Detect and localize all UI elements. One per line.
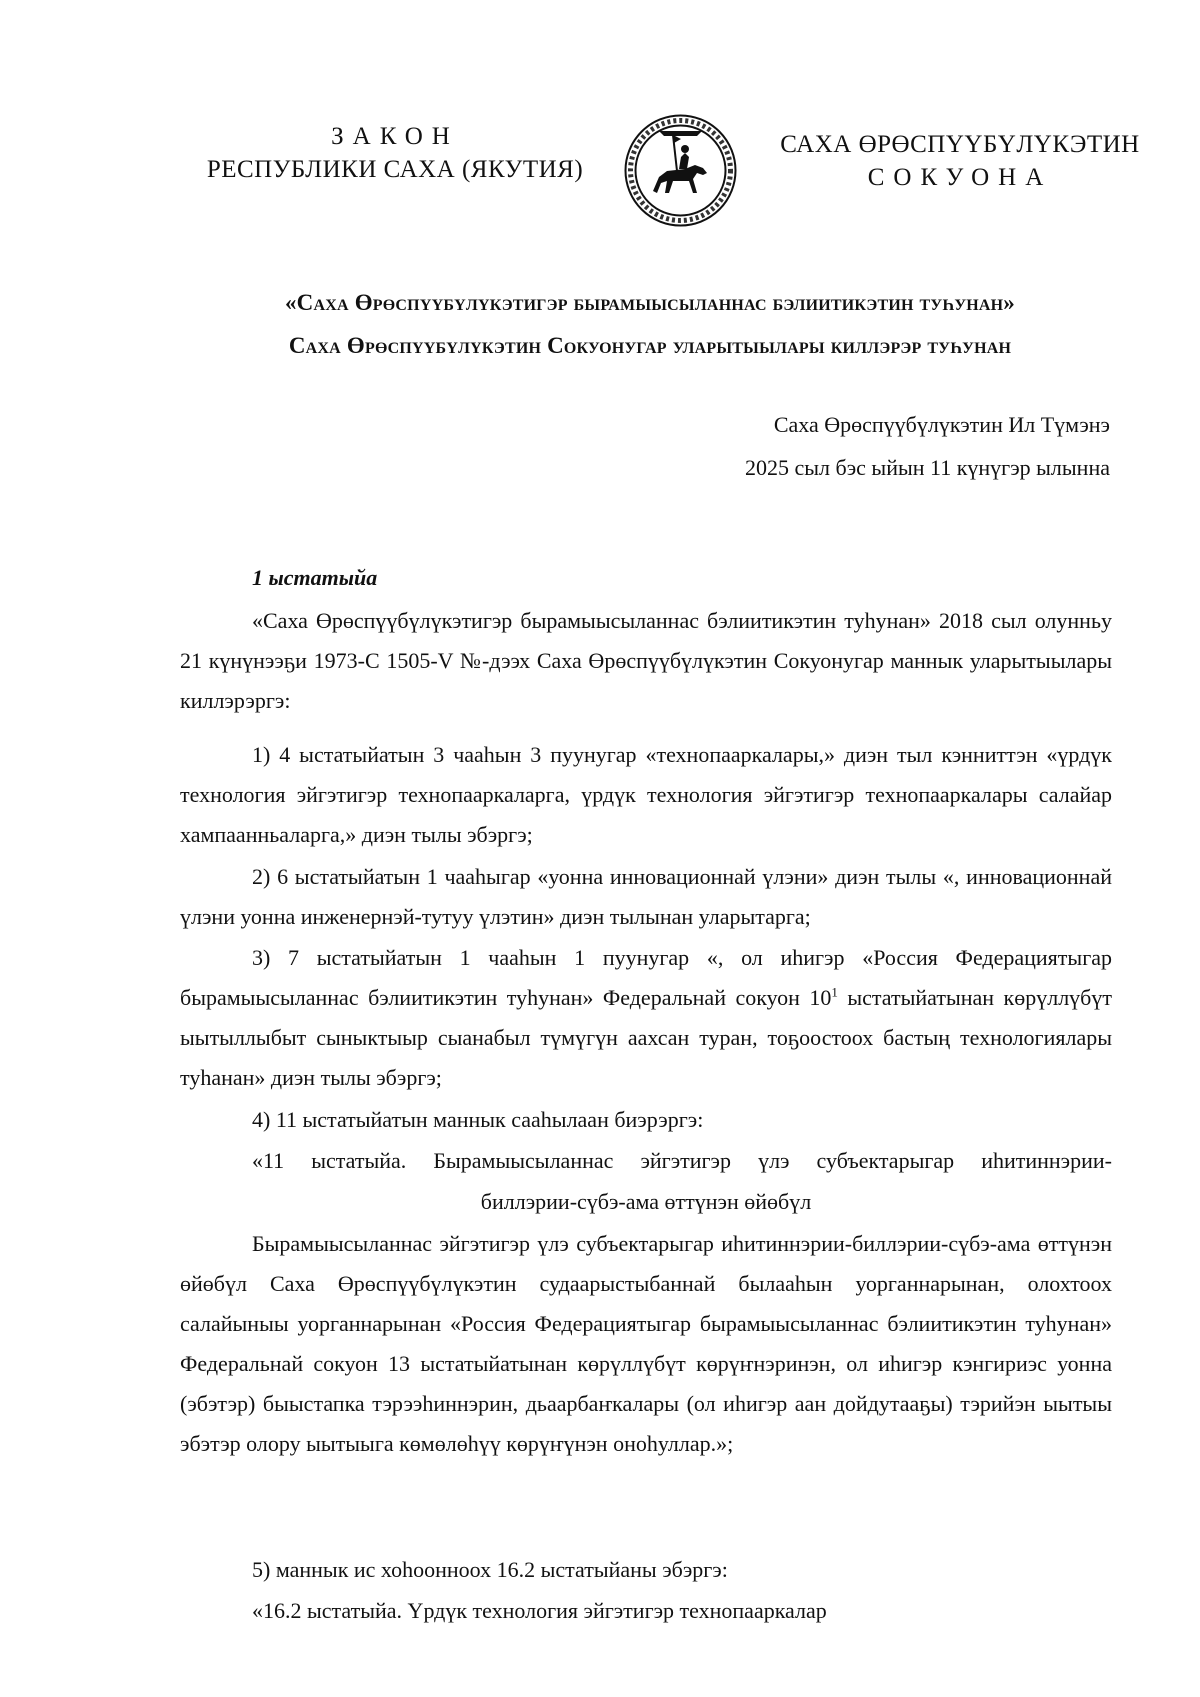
article-11-body: Бырамыысыланнас эйгэтигэр үлэ субъектарыгар иһитиннэрии-биллэрии-сүбэ-ама өттүнэн өйөбүл Саха Өрөспүүбүлүкэтин судаарыстыбаннай былааһын уорганнарынан, олохтоох салайыныы уорганнарынан «Россия Федерациятыгар бырамыысыланнас бэлиитикэтин туһунан» Федеральнай сокуон 13 ыстатыйатынан көрүллүбүт көрүҥнэринэн, ол иһигэр кэнгириэс уонна (эбэтэр) быыстапка тэрээһиннэрин, дьаарбаҥкалары (ол иһигэр аан дойдутааҕы) тэрийэн ыытыы эбэтэр олору ыытыыга көмөлөһүү көрүҥүнэн оноһуллар.»; [180, 1231, 1112, 1456]
quote-article-11-title-line1: «11 ыстатыйа. Бырамыысыланнас эйгэтигэр үлэ субъектарыгар иһитиннэрии- [252, 1148, 1112, 1173]
sakha-emblem-icon [623, 113, 738, 228]
article-item-4: 4) 11 ыстатыйатын маннык сааһылаан биэрэргэ: [252, 1107, 704, 1132]
article-item-5: 5) маннык ис хоһоонноох 16.2 ыстатыйаны эбэргэ: [252, 1557, 728, 1582]
article-item-1: 1) 4 ыстатыйатын 3 чааһын 3 пуунугар «технопааркалары,» диэн тыл кэнниттэн «үрдүк технология эйгэтигэр технопааркаларга, үрдүк технология эйгэтигэр технопааркалары салайар хампаанньаларга,» диэн тылы эбэргэ; [180, 742, 1112, 847]
header-republic-ru: РЕСПУБЛИКИ САХА (ЯКУТИЯ) [206, 156, 584, 183]
quote-article-11-title-line2: биллэрии-сүбэ-ама өттүнэн өйөбүл [480, 1189, 812, 1214]
adopting-body: Саха Өрөспүүбүлүкэтин Ил Түмэнэ [773, 412, 1110, 437]
header-left [185, 120, 605, 186]
adoption-date: 2025 сыл бэс ыйын 11 күнүгэр ылынна [745, 455, 1110, 480]
article-heading: 1 ыстатыйа [252, 565, 378, 590]
article-item-3-sup: 1 [831, 984, 838, 1000]
header-republic-sakha: САХА ӨРӨСПҮҮБҮЛҮКЭТИН [780, 131, 1140, 158]
header-right [770, 128, 1150, 194]
article-item-2: 2) 6 ыстатыйатын 1 чааһыгар «уонна инновационнай үлэни» диэн тылы «, инновационнай үлэни уонна инженернэй-тутуу үлэтин» диэн тылынан уларытарга; [180, 864, 1112, 929]
article-item-3-text-a: 3) 7 ыстатыйатын 1 чааһын 1 пуунугар «, ол иһигэр «Россия Федерациятыгар бырамыысыланнас бэлиитикэтин туһунан» Федеральнай сокуон 10 [180, 945, 1112, 1010]
article-item-3 [180, 938, 1112, 1098]
article-item-3-text-b: ыстатыйатынан көрүллүбүт ыытыллыбыт сыныктыыр сыанабыл түмүгүн аахсан туран, тоҕоостоох бастың технологиялары туһанан» диэн тылы эбэргэ; [180, 985, 1112, 1090]
header-law-label-sakha: СОКУОНА [867, 164, 1053, 191]
quote-article-16-2-title: «16.2 ыстатыйа. Үрдүк технология эйгэтигэр технопааркалар [252, 1598, 827, 1623]
article-intro: «Саха Өрөспүүбүлүкэтигэр бырамыысыланнас бэлиитикэтин туһунан» 2018 сыл олунньу 21 күнүнээҕи 1973-С 1505-V №-дээх Саха Өрөспүүбүлүкэтин Сокуонугар маннык уларытыылары киллэрэргэ: [180, 608, 1112, 713]
header-law-label: ЗАКОН [331, 123, 459, 150]
document-title-line1: «Саха Өрөспүүбүлүкэтигэр бырамыысыланнас бэлиитикэтин туһунан» [284, 290, 1016, 315]
document-title-line2: Саха Өрөспүүбүлүкэтин Сокуонугар уларытыылары киллэрэр туһунан [288, 333, 1012, 358]
